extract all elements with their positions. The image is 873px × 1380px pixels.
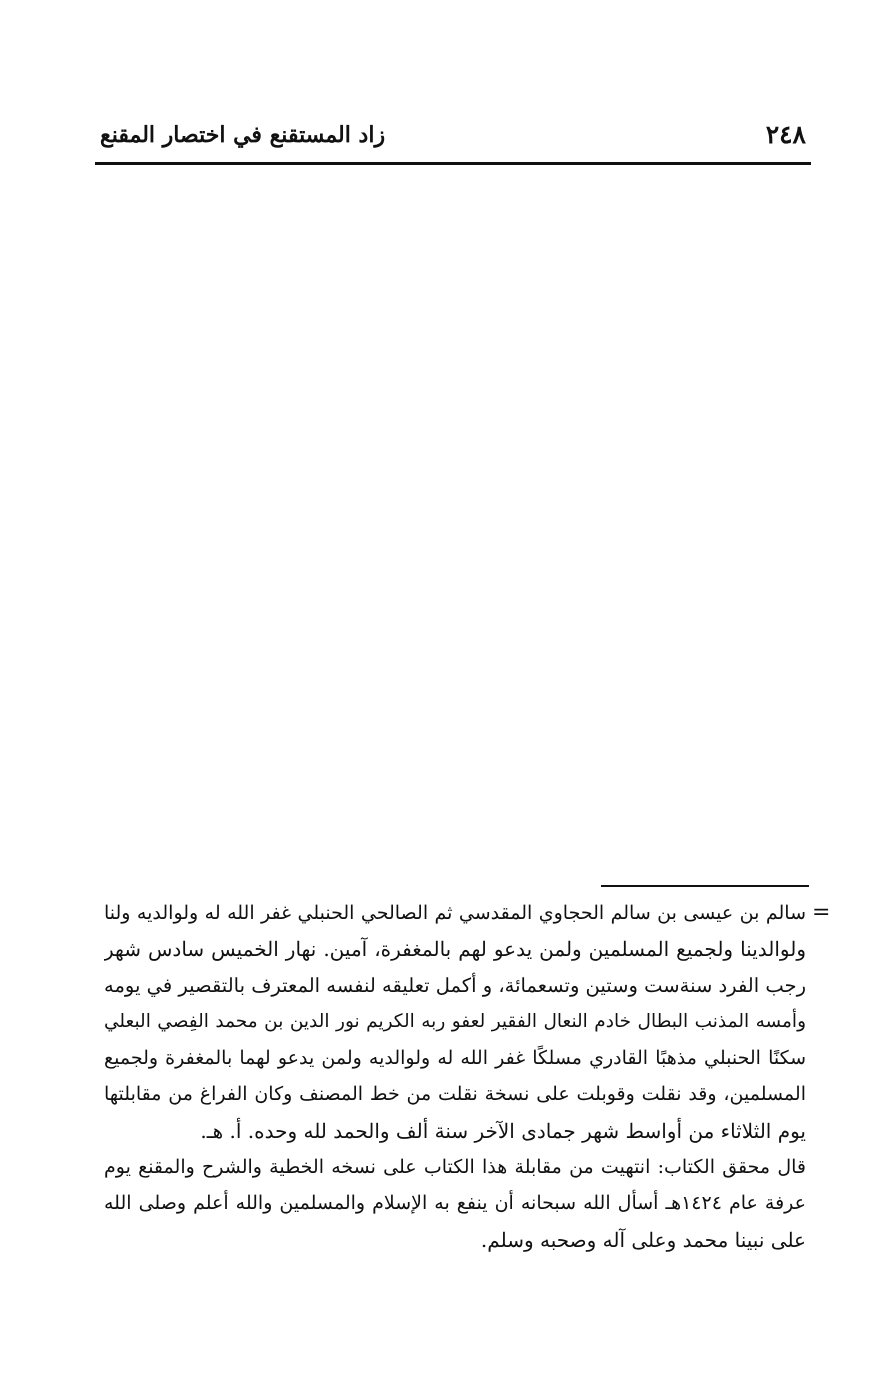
footnote-line: سكنًا الحنبلي مذهبًا القادري مسلكًا غفر الله له ولوالديه ولمن يدعو لهما بالمغفرة ولجميع — [104, 1047, 806, 1070]
footnote-line: رجب الفرد سنةست وستين وتسعمائة، و أكمل تعليقه لنفسه المعترف بالتقصير في يومه — [104, 973, 806, 997]
page-number: ٢٤٨ — [765, 120, 806, 149]
footnote-line: قال محقق الكتاب: انتهيت من مقابلة هذا الكتاب على نسخه الخطية والشرح والمقنع يوم — [104, 1156, 806, 1179]
running-title: زاد المستقنع في اختصار المقنع — [100, 122, 386, 148]
footnote-block — [104, 895, 806, 1258]
footnote-line: وأمسه المذنب البطال خادم النعال الفقير لعفو ربه الكريم نور الدين بن محمد الفِصي البعلي — [104, 1010, 806, 1032]
page-header — [96, 118, 810, 152]
footnote-separator — [601, 885, 809, 887]
footnote-line: ولوالدينا ولجميع المسلمين ولمن يدعو لهم بالمغفرة، آمين. نهار الخميس سادس شهر — [104, 937, 806, 962]
footnote-line: سالم بن عيسى بن سالم الحجاوي المقدسي ثم الصالحي الحنبلي غفر الله له ولوالديه ولنا — [104, 902, 806, 924]
footnote-line: عرفة عام ١٤٢٤هـ أسأل الله سبحانه أن ينفع به الإسلام والمسلمين والله أعلم وصلى الله — [104, 1192, 806, 1215]
footnote-continuation-mark: = — [812, 900, 831, 925]
footnote-line: يوم الثلاثاء من أواسط شهر جمادى الآخر سنة ألف والحمد لله وحده. أ. هـ. — [200, 1118, 806, 1143]
footnote-line: على نبينا محمد وعلى آله وصحبه وسلم. — [480, 1227, 806, 1252]
header-rule — [95, 162, 811, 165]
footnote-line: المسلمين، وقد نقلت وقوبلت على نسخة نقلت من خط المصنف وكان الفراغ من مقابلتها — [104, 1083, 806, 1106]
